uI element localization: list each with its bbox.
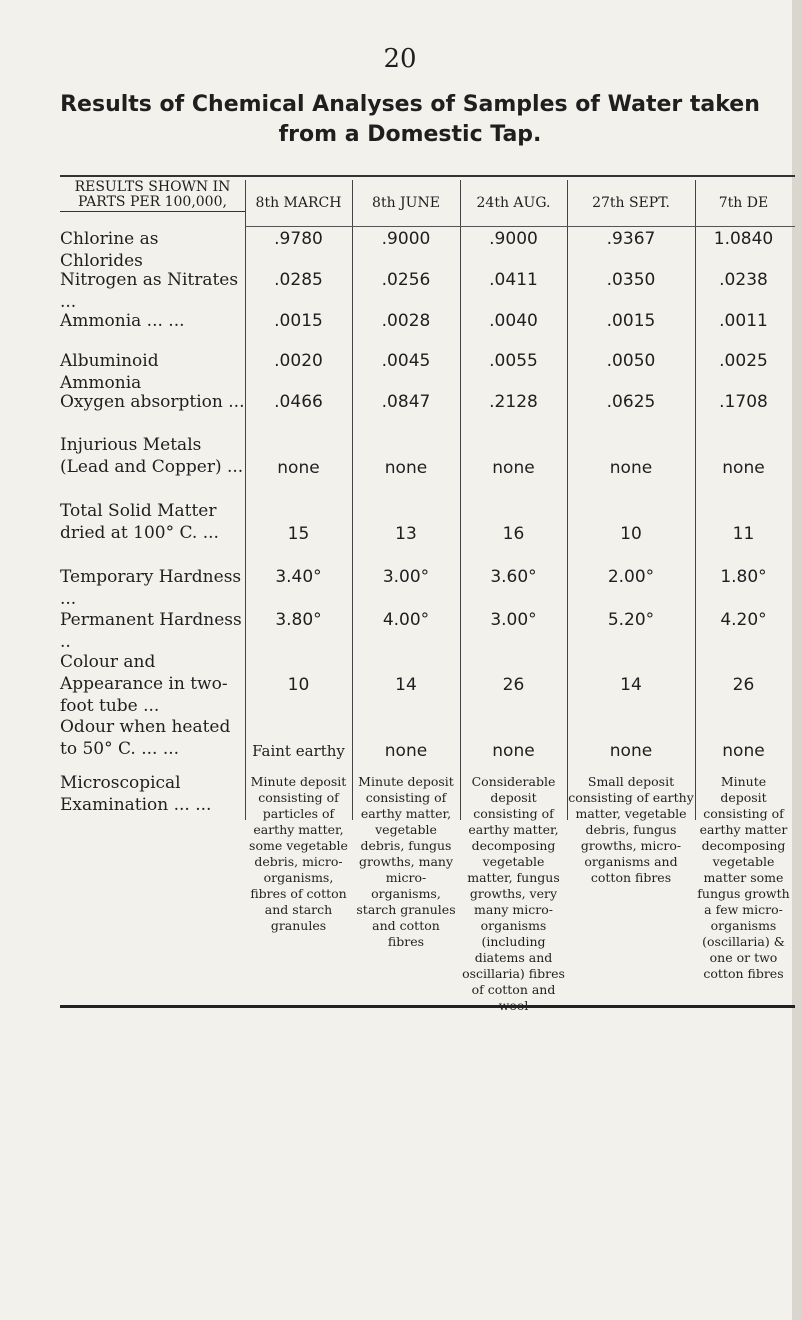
row-label: Total Solid Matter dried at 100° C. ... (60, 501, 219, 543)
header-col-4: 27th SEPT. (592, 195, 670, 211)
table-cell: .1708 (719, 392, 768, 412)
table-cell: .0028 (381, 311, 431, 331)
table-cell: none (492, 458, 535, 478)
row-label: Colour and Appearance in two-foot tube ... (60, 652, 228, 716)
table-cell: .0015 (606, 311, 656, 331)
table-cell: 26 (502, 675, 525, 695)
row-label: Temporary Hardness ... (60, 567, 242, 609)
table-cell: none (384, 458, 428, 478)
table-cell: .0411 (489, 270, 538, 290)
table-cell: none (492, 741, 535, 761)
table-cell: .9000 (381, 229, 431, 249)
table-cell: 3.00° (490, 610, 537, 630)
table-cell: 13 (395, 524, 417, 544)
page-title: Results of Chemical Analyses of Samples of Water taken from a Domestic Tap. (60, 92, 760, 147)
header-rule (60, 211, 245, 212)
table-cell: none (384, 741, 428, 761)
table-cell: .0256 (381, 270, 431, 290)
table-cell: .0625 (606, 392, 656, 412)
table-cell: 2.00° (607, 567, 655, 587)
header-label-col: RESULTS SHOWN IN PARTS PER 100,000, (74, 179, 231, 210)
table-cell: .0025 (719, 351, 768, 371)
table-cell: .0040 (489, 311, 538, 331)
header-col-3: 24th AUG. (476, 195, 551, 211)
row-label: Microscopical Examination ... ... (60, 773, 212, 815)
table-bottom-rule (60, 1005, 795, 1008)
table-cell: .0015 (274, 311, 323, 331)
header-col-2: 8th JUNE (372, 195, 440, 211)
table-cell: 26 (732, 675, 755, 695)
table-cell: none (609, 741, 653, 761)
table-cell: .9367 (606, 229, 656, 249)
table-top-rule (60, 175, 795, 177)
micro-cell: Small deposit consisting of earthy matter, vegetable debris, fungus growths, micro-organisms and cotton fibres (568, 774, 694, 885)
table-cell: 15 (287, 524, 310, 544)
table-cell: .9780 (274, 229, 323, 249)
micro-cell: Minute deposit consisting of particles of earthy matter, some vegetable debris, micro-organisms, fibres of cotton and starch granules (249, 774, 348, 933)
row-label: Albuminoid Ammonia (60, 351, 159, 393)
table-cell: 3.00° (382, 567, 430, 587)
row-label: Odour when heated to 50° C. ... ... (60, 717, 231, 759)
table-cell: 1.80° (720, 567, 767, 587)
row-label: Oxygen absorption ... (60, 392, 245, 412)
table-cell: .0847 (381, 392, 431, 412)
micro-cell: Considerable deposit consisting of earthy matter, decomposing vegetable matter, fungus growths, very many micro-organisms (including diatems and oscillaria) fibres of cotton and (462, 774, 565, 997)
table-cell: .0055 (489, 351, 538, 371)
table-cell: 10 (287, 675, 310, 695)
table-cell: 3.60° (490, 567, 537, 587)
table-cell: .9000 (489, 229, 538, 249)
header-col-5: 7th DE (718, 195, 769, 211)
table-cell: none (722, 458, 765, 478)
table-cell: .0285 (274, 270, 323, 290)
table-cell: 3.40° (275, 567, 322, 587)
table-cell: 1.0840 (713, 229, 774, 249)
table-cell: none (609, 458, 653, 478)
table-cell: .0050 (606, 351, 656, 371)
row-label: Nitrogen as Nitrates ... (60, 270, 239, 312)
page-number: 20 (383, 44, 417, 74)
table-cell: none (277, 458, 320, 478)
table-cell: .0466 (274, 392, 323, 412)
micro-cell: Minute deposit consisting of earthy matter, vegetable debris, fungus growths, many micro-organisms, starch granules and cotton fibres (356, 774, 456, 949)
row-label: Injurious Metals (Lead and Copper) ... (60, 435, 244, 477)
table-cell: 3.80° (275, 610, 322, 630)
table-cell: Faint earthy (252, 742, 345, 760)
table-cell: 11 (732, 524, 755, 544)
table-cell: 4.20° (720, 610, 767, 630)
row-label: Chlorine as Chlorides (60, 229, 159, 271)
table-cell: none (722, 741, 765, 761)
table-cell: .0045 (381, 351, 431, 371)
table-cell: .0020 (274, 351, 323, 371)
table-cell: 10 (620, 524, 642, 544)
page-edge (792, 0, 801, 1320)
table-cell: 4.00° (382, 610, 430, 630)
table-cell: .0011 (719, 311, 768, 331)
micro-cell: Minute deposit consisting of earthy matter decomposing vegetable matter some fungus growth a few micro-organisms (oscillaria) & one or two cotton fibres (697, 774, 790, 981)
table-cell: .0350 (606, 270, 656, 290)
table-cell: 5.20° (607, 610, 655, 630)
table-cell: .0238 (719, 270, 768, 290)
table-cell: 14 (395, 675, 417, 695)
header-col-1: 8th MARCH (255, 195, 342, 211)
table-cell: 16 (502, 524, 525, 544)
row-label: Ammonia ... ... (60, 311, 185, 331)
header-rule (245, 226, 795, 227)
table-cell: .2128 (489, 392, 538, 412)
row-label: Permanent Hardness .. (60, 610, 242, 652)
table-cell: 14 (620, 675, 642, 695)
